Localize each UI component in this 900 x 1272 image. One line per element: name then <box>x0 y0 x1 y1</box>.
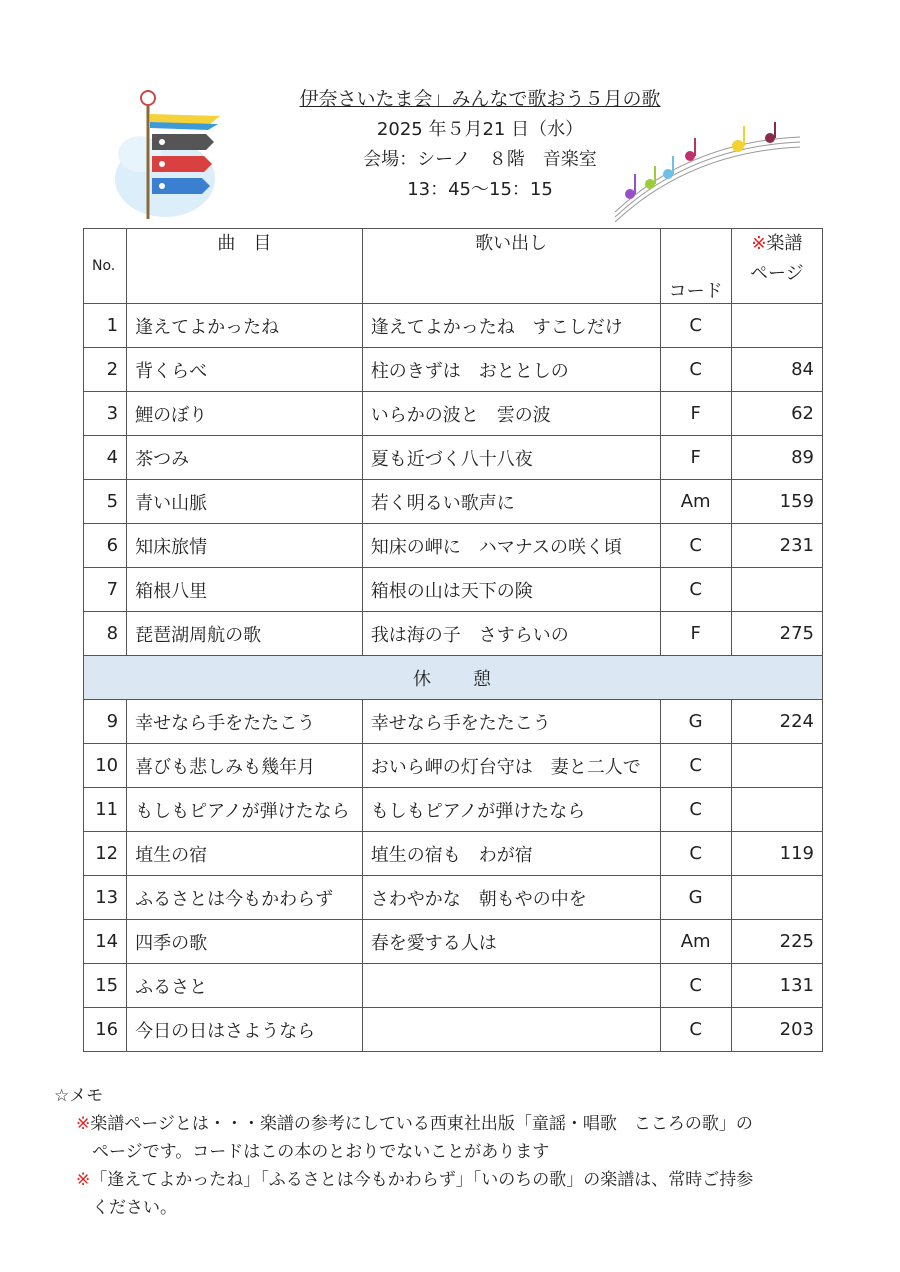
table-row <box>84 788 823 832</box>
cell-page <box>731 568 822 612</box>
table-row <box>84 392 823 436</box>
cell-page <box>731 304 822 348</box>
cell-title: 埴生の宿 <box>127 832 363 876</box>
table-row <box>84 612 823 656</box>
cell-no: 7 <box>84 568 127 612</box>
cell-no: 16 <box>84 1008 127 1052</box>
cell-code: F <box>660 436 731 480</box>
cell-title: 幸せなら手をたたこう <box>127 700 363 744</box>
cell-page <box>731 788 822 832</box>
memo-note-1 <box>76 1110 753 1138</box>
event-venue: 会場：シーノ ８階 音楽室 <box>363 149 597 170</box>
cell-first-line: 夏も近づく八十八夜 <box>362 436 660 480</box>
break-section <box>84 656 823 700</box>
cell-no: 11 <box>84 788 127 832</box>
table-row <box>84 348 823 392</box>
table-row <box>84 524 823 568</box>
cell-title: 背くらべ <box>127 348 363 392</box>
note-mark: ※ <box>76 1114 91 1134</box>
cell-title: 逢えてよかったね <box>127 304 363 348</box>
cell-title: ふるさと <box>127 964 363 1008</box>
table-row <box>84 744 823 788</box>
song-table <box>83 228 823 1052</box>
cell-first-line: 幸せなら手をたたこう <box>362 700 660 744</box>
cell-first-line: 埴生の宿も わが宿 <box>362 832 660 876</box>
table-row <box>84 436 823 480</box>
memo-note-2-cont: ください。 <box>92 1198 177 1218</box>
note-text: 「逢えてよかったね」「ふるさとは今もかわらず」「いのちの歌」の楽譜は、常時ご持参 <box>90 1170 754 1190</box>
cell-code: Am <box>660 480 731 524</box>
table-header-row <box>84 229 823 304</box>
cell-first-line: 箱根の山は天下の険 <box>362 568 660 612</box>
cell-code: C <box>660 832 731 876</box>
cell-first-line: いらかの波と 雲の波 <box>362 392 660 436</box>
header-page-mark: ※ <box>751 233 767 254</box>
cell-code: C <box>660 304 731 348</box>
header-code: コード <box>660 229 731 304</box>
table-row <box>84 1008 823 1052</box>
cell-first-line <box>362 964 660 1008</box>
cell-no: 8 <box>84 612 127 656</box>
header-no: No. <box>84 229 127 304</box>
cell-page: 159 <box>731 480 822 524</box>
cell-code: C <box>660 1008 731 1052</box>
cell-title: 知床旅情 <box>127 524 363 568</box>
header-page <box>731 229 822 304</box>
cell-code: G <box>660 700 731 744</box>
cell-code: C <box>660 348 731 392</box>
memo-note-1-cont: ページです。コードはこの本のとおりでないことがあります <box>92 1142 550 1162</box>
cell-page: 275 <box>731 612 822 656</box>
cell-no: 10 <box>84 744 127 788</box>
cell-no: 6 <box>84 524 127 568</box>
cell-title: 青い山脈 <box>127 480 363 524</box>
break-row <box>84 656 823 700</box>
cell-first-line: 知床の岬に ハマナスの咲く頃 <box>362 524 660 568</box>
header-page-line1: 楽譜 <box>766 233 803 254</box>
cell-title: 喜びも悲しみも幾年月 <box>127 744 363 788</box>
page-title: 伊奈さいたま会」みんなで歌おう５月の歌 <box>299 88 661 110</box>
cell-page <box>731 876 822 920</box>
cell-code: C <box>660 744 731 788</box>
note-text: 楽譜ページとは・・・楽譜の参考にしている西東社出版「童謡・唱歌 こころの歌」の <box>90 1114 753 1134</box>
cell-page: 119 <box>731 832 822 876</box>
cell-title: もしもピアノが弾けたなら <box>127 788 363 832</box>
cell-page <box>731 744 822 788</box>
note-mark: ※ <box>76 1170 91 1190</box>
cell-title: 四季の歌 <box>127 920 363 964</box>
cell-page: 203 <box>731 1008 822 1052</box>
cell-code: F <box>660 392 731 436</box>
cell-code: C <box>660 788 731 832</box>
cell-page: 225 <box>731 920 822 964</box>
memo-section <box>54 1082 753 1222</box>
table-row <box>84 700 823 744</box>
cell-first-line: さわやかな 朝もやの中を <box>362 876 660 920</box>
cell-no: 2 <box>84 348 127 392</box>
cell-title: 鯉のぼり <box>127 392 363 436</box>
cell-title: ふるさとは今もかわらず <box>127 876 363 920</box>
cell-no: 13 <box>84 876 127 920</box>
cell-first-line: おいら岬の灯台守は 妻と二人で <box>362 744 660 788</box>
cell-code: Am <box>660 920 731 964</box>
table-row <box>84 876 823 920</box>
cell-first-line: 若く明るい歌声に <box>362 480 660 524</box>
cell-no: 5 <box>84 480 127 524</box>
page-header <box>0 84 900 201</box>
cell-no: 4 <box>84 436 127 480</box>
cell-page: 131 <box>731 964 822 1008</box>
header-page-line2: ページ <box>750 263 804 284</box>
cell-page: 224 <box>731 700 822 744</box>
cell-code: C <box>660 524 731 568</box>
cell-first-line <box>362 1008 660 1052</box>
songs-part1 <box>84 304 823 656</box>
cell-code: G <box>660 876 731 920</box>
cell-no: 9 <box>84 700 127 744</box>
table-row <box>84 304 823 348</box>
header-first-line: 歌い出し <box>362 229 660 304</box>
cell-code: F <box>660 612 731 656</box>
event-time: 13：45～15：15 <box>407 179 553 200</box>
table-row <box>84 964 823 1008</box>
cell-page: 84 <box>731 348 822 392</box>
memo-heading: ☆メモ <box>54 1086 104 1106</box>
cell-code: C <box>660 964 731 1008</box>
table-row <box>84 920 823 964</box>
cell-no: 3 <box>84 392 127 436</box>
cell-no: 14 <box>84 920 127 964</box>
memo-note-2 <box>76 1166 753 1194</box>
table-row <box>84 568 823 612</box>
table-row <box>84 832 823 876</box>
cell-no: 12 <box>84 832 127 876</box>
cell-first-line: もしもピアノが弾けたなら <box>362 788 660 832</box>
cell-page: 89 <box>731 436 822 480</box>
cell-title: 今日の日はさようなら <box>127 1008 363 1052</box>
cell-first-line: 春を愛する人は <box>362 920 660 964</box>
songs-part2 <box>84 700 823 1052</box>
cell-first-line: 柱のきずは おととしの <box>362 348 660 392</box>
event-date: 2025 年５月21 日（水） <box>376 119 584 140</box>
cell-no: 1 <box>84 304 127 348</box>
cell-page: 231 <box>731 524 822 568</box>
cell-no: 15 <box>84 964 127 1008</box>
cell-page: 62 <box>731 392 822 436</box>
cell-title: 琵琶湖周航の歌 <box>127 612 363 656</box>
break-label: 休 憩 <box>84 656 823 700</box>
cell-first-line: 我は海の子 さすらいの <box>362 612 660 656</box>
cell-title: 茶つみ <box>127 436 363 480</box>
table-row <box>84 480 823 524</box>
cell-first-line: 逢えてよかったね すこしだけ <box>362 304 660 348</box>
cell-code: C <box>660 568 731 612</box>
cell-title: 箱根八里 <box>127 568 363 612</box>
header-title: 曲 目 <box>127 229 363 304</box>
